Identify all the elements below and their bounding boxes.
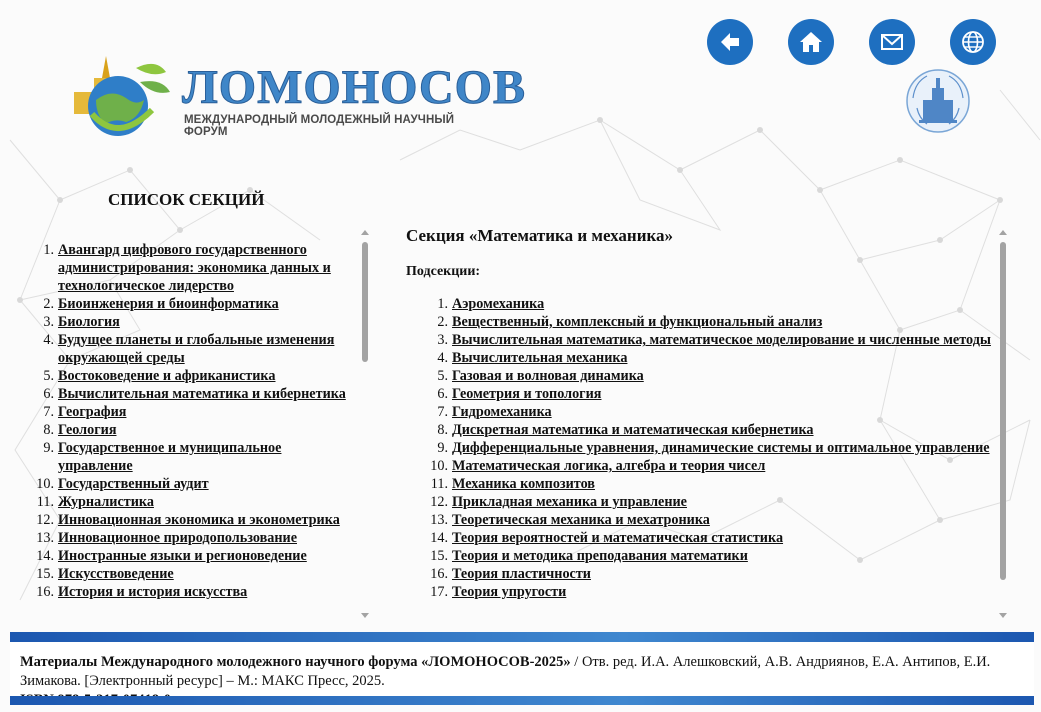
item-link[interactable]: Механика композитов [452, 476, 595, 492]
item-link[interactable]: Искусствоведение [58, 566, 174, 582]
sections-scrollbar[interactable] [360, 228, 370, 624]
item-link[interactable]: Государственный аудит [58, 476, 209, 492]
scroll-down-arrow-icon[interactable] [360, 612, 370, 622]
list-item [18, 421, 358, 439]
item-number: 14. [430, 530, 448, 546]
list-item [18, 493, 358, 511]
item-number: 9. [437, 440, 448, 456]
item-number: 14. [36, 548, 54, 564]
section-title: Секция «Математика и механика» [406, 226, 674, 245]
home-button[interactable] [788, 19, 834, 65]
logo-title: ЛОМОНОСОВ [182, 61, 527, 114]
list-item [412, 367, 991, 385]
list-item [18, 241, 358, 295]
logo-subtitle: МЕЖДУНАРОДНЫЙ МОЛОДЕЖНЫЙ НАУЧНЫЙ ФОРУМ [184, 114, 455, 138]
list-item [18, 547, 358, 565]
scrollbar-thumb[interactable] [362, 242, 368, 362]
list-item [18, 565, 358, 583]
item-link[interactable]: Аэромеханика [452, 296, 545, 312]
sections-list-panel[interactable] [18, 236, 358, 625]
item-number: 12. [36, 512, 54, 528]
item-number: 12. [430, 494, 448, 510]
item-number: 6. [43, 386, 54, 402]
sections-list-heading: СПИСОК СЕКЦИЙ [108, 190, 265, 209]
list-item [412, 511, 991, 529]
item-number: 5. [43, 368, 54, 384]
item-link[interactable]: Гидромеханика [452, 404, 552, 420]
item-number: 10. [430, 458, 448, 474]
item-number: 13. [36, 530, 54, 546]
footer-body [10, 642, 1034, 696]
item-number: 9. [43, 440, 54, 456]
footer-top-bar [10, 632, 1034, 642]
item-link[interactable]: Иностранные языки и регионоведение [58, 548, 307, 564]
list-item [412, 547, 991, 565]
top-navigation [707, 19, 997, 65]
item-link[interactable]: Прикладная механика и управление [452, 494, 687, 510]
list-item [412, 457, 991, 475]
item-link[interactable]: Вычислительная математика, математическое моделирование и численные методы [452, 332, 991, 348]
list-item [412, 421, 991, 439]
forum-logo[interactable] [66, 48, 527, 148]
item-number: 2. [43, 296, 54, 312]
item-number: 6. [437, 386, 448, 402]
item-number: 11. [36, 494, 54, 510]
back-button[interactable] [707, 19, 753, 65]
item-number: 1. [437, 296, 448, 312]
item-link[interactable]: Дифференциальные уравнения, динамические системы и оптимальное управление [452, 440, 990, 456]
item-number: 7. [437, 404, 448, 420]
item-number: 4. [43, 332, 54, 348]
item-number: 15. [36, 566, 54, 582]
citation-bold: Материалы Международного молодежного научного форума «ЛОМОНОСОВ-2025» [20, 654, 571, 670]
item-link[interactable]: Теоретическая механика и мехатроника [452, 512, 710, 528]
list-item [412, 331, 991, 349]
list-item [412, 529, 991, 547]
scroll-down-arrow-icon[interactable] [998, 612, 1008, 622]
item-number: 17. [430, 584, 448, 600]
item-link[interactable]: Государственное и муниципальное управление [58, 440, 282, 474]
scroll-up-arrow-icon[interactable] [998, 228, 1008, 238]
list-item [18, 403, 358, 421]
globe-button[interactable] [950, 19, 996, 65]
item-link[interactable]: Теория вероятностей и математическая статистика [452, 530, 784, 546]
home-icon [798, 29, 824, 55]
list-item [18, 331, 358, 367]
item-link[interactable]: Биология [58, 314, 120, 330]
item-number: 3. [437, 332, 448, 348]
subsections-label: Подсекции: [406, 264, 481, 279]
item-link[interactable]: Инновационное природопользование [58, 530, 297, 546]
globe-icon [960, 29, 986, 55]
item-number: 4. [437, 350, 448, 366]
list-item [18, 475, 358, 493]
scroll-up-arrow-icon[interactable] [360, 228, 370, 238]
list-item [18, 385, 358, 403]
scrollbar-thumb[interactable] [1000, 242, 1006, 580]
item-number: 13. [430, 512, 448, 528]
item-link[interactable]: Теория пластичности [452, 566, 591, 582]
sections-list [18, 236, 358, 601]
item-link[interactable]: Журналистика [58, 494, 154, 510]
list-item [412, 493, 991, 511]
item-link[interactable]: Газовая и волновая динамика [452, 368, 644, 384]
list-item [412, 349, 991, 367]
item-link[interactable]: География [58, 404, 127, 420]
citation-footer [10, 632, 1034, 707]
item-link[interactable]: Дискретная математика и математическая кибернетика [452, 422, 814, 438]
item-number: 8. [43, 422, 54, 438]
item-link[interactable]: Инновационная экономика и эконометрика [58, 512, 340, 528]
item-link[interactable]: История и история искусства [58, 584, 248, 600]
item-number: 5. [437, 368, 448, 384]
item-link[interactable]: Будущее планеты и глобальные изменения окружающей среды [58, 332, 335, 366]
list-item [412, 475, 991, 493]
item-number: 3. [43, 314, 54, 330]
subsections-list [406, 295, 991, 601]
list-item [18, 367, 358, 385]
list-item [18, 511, 358, 529]
item-link[interactable]: Вычислительная математика и кибернетика [58, 386, 346, 402]
list-item [412, 385, 991, 403]
back-arrow-icon [717, 29, 743, 55]
item-link[interactable]: Вычислительная механика [452, 350, 628, 366]
list-item [412, 403, 991, 421]
item-number: 1. [43, 242, 54, 258]
item-number: 16. [430, 566, 448, 582]
item-link[interactable]: Математическая логика, алгебра и теория чисел [452, 458, 766, 474]
item-link[interactable]: Геология [58, 422, 117, 438]
list-item [18, 295, 358, 313]
list-item [18, 439, 358, 475]
item-number: 2. [437, 314, 448, 330]
list-item [412, 583, 991, 601]
item-link[interactable]: Теория упругости [452, 584, 567, 600]
list-item [412, 565, 991, 583]
item-link[interactable]: Биоинженерия и биоинформатика [58, 296, 279, 312]
list-item [18, 313, 358, 331]
mail-icon [879, 29, 905, 55]
list-item [412, 439, 991, 457]
list-item [18, 529, 358, 547]
item-number: 16. [36, 584, 54, 600]
list-item [18, 583, 358, 601]
footer-bottom-bar [10, 696, 1034, 705]
list-item [412, 295, 991, 313]
msu-emblem-icon [905, 68, 971, 134]
item-number: 15. [430, 548, 448, 564]
item-number: 7. [43, 404, 54, 420]
item-number: 8. [437, 422, 448, 438]
mail-button[interactable] [869, 19, 915, 65]
item-link[interactable]: Востоковедение и африканистика [58, 368, 276, 384]
item-link[interactable]: Теория и методика преподавания математики [452, 548, 748, 564]
citation-rest: / Отв. ред. И.А. Алешковский, А.В. Андриянов, Е.А. Антипов, Е.И. Зимакова. [Электронный ресурс] – М.: МАКС Пресс, 2025. [20, 654, 991, 689]
item-number: 10. [36, 476, 54, 492]
item-number: 11. [430, 476, 448, 492]
logo-emblem-icon [66, 48, 176, 148]
list-item [412, 313, 991, 331]
subsections-scrollbar[interactable] [998, 228, 1008, 624]
section-detail-panel[interactable] [406, 224, 991, 625]
item-link[interactable]: Геометрия и топология [452, 386, 602, 402]
item-link[interactable]: Вещественный, комплексный и функциональный анализ [452, 314, 823, 330]
item-link[interactable]: Авангард цифрового государственного администрирования: экономика данных и технологическое лидерство [58, 242, 331, 294]
